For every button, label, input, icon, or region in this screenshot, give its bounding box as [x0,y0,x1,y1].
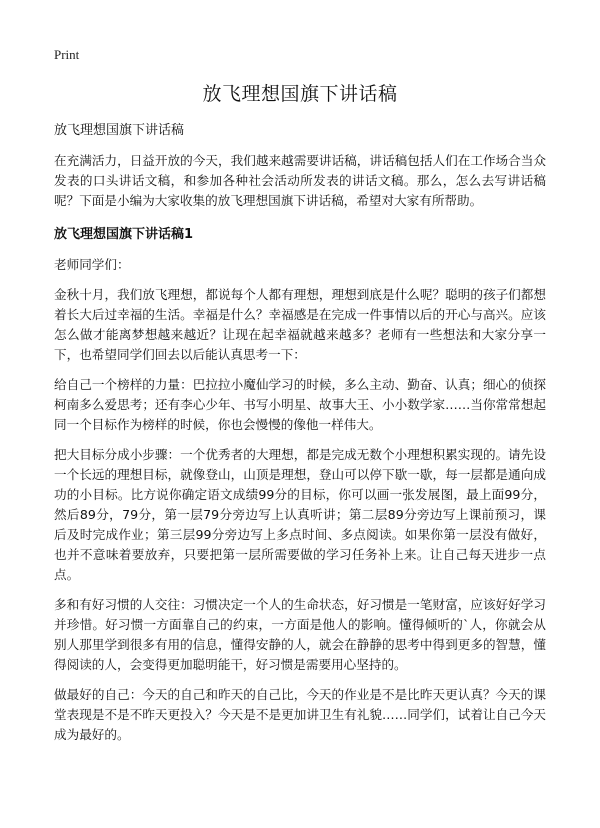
document-subtitle: 放飞理想国旗下讲话稿 [54,123,185,138]
section-heading: 放飞理想国旗下讲话稿1 [54,227,194,242]
body-paragraph-3: 把大目标分成小步骤：一个优秀者的大理想，都是完成无数个小理想积累实现的。请先设一个长远的理想目标，就像登山，山顶是理想，登山可以停下歇一歇，每一层都是通向成功的小目标。比方说你确定语文成绩99分的目标，你可以画一张发展图，最上面99分，然后89分，79分，第一层79分旁边写上认真听讲；第二层89分旁边写上课前预习，课后及时完成作业；第三层99分旁边写上多点时间、多点阅读。如果你第一层没有做好，也并不意味着要放弃，只要把第一层所需要做的学习任务补上来。让自己每天进步一点点。 [54,447,546,582]
print-link[interactable]: Print [54,47,80,62]
page-title: 放飞理想国旗下讲话稿 [202,83,398,105]
greeting: 老师同学们： [54,257,130,272]
body-paragraph-1: 金秋十月，我们放飞理想，都说每个人都有理想，理想到底是什么呢？聪明的孩子们都想着长大后过幸福的生活。幸福是什么？幸福感是在完成一件事情以后的开心与高兴。应该怎么做才能离梦想越来越近？让现在起幸福就越来越多？老师有一些想法和大家分享一下，也希望同学们回去以后能认真思考一下： [54,287,546,362]
body-paragraph-5: 做最好的自己：今天的自己和昨天的自己比，今天的作业是不是比昨天更认真？今天的课堂表现是不是不昨天更投入？今天是不是更加讲卫生有礼貌……同学们，试着让自己今天成为最好的。 [54,687,546,742]
intro-paragraph: 在充满活力，日益开放的今天，我们越来越需要讲话稿，讲话稿包括人们在工作场合当众发表的口头讲话文稿，和参加各种社会活动所发表的讲话文稿。那么，怎么去写讲话稿呢？下面是小编为大家收集的放飞理想国旗下讲话稿，希望对大家有所帮助。 [54,153,546,208]
body-paragraph-4: 多和有好习惯的人交往：习惯决定一个人的生命状态，好习惯是一笔财富，应该好好学习并珍惜。好习惯一方面靠自己的约束，一方面是他人的影响。懂得倾听的`人，你就会从别人那里学到很多有用的信息，懂得安静的人，就会在静静的思考中得到更多的智慧，懂得阅读的人，会变得更加聪明能干，好习惯是需要用心坚持的。 [54,597,546,672]
body-paragraph-2: 给自己一个榜样的力量：巴拉拉小魔仙学习的时候，多么主动、勤奋、认真；细心的侦探柯南多么爱思考；还有李心少年、书写小明星、故事大王、小小数学家……当你常常想起同一个目标作为榜样的时候，你也会慢慢的像他一样伟大。 [54,377,546,432]
